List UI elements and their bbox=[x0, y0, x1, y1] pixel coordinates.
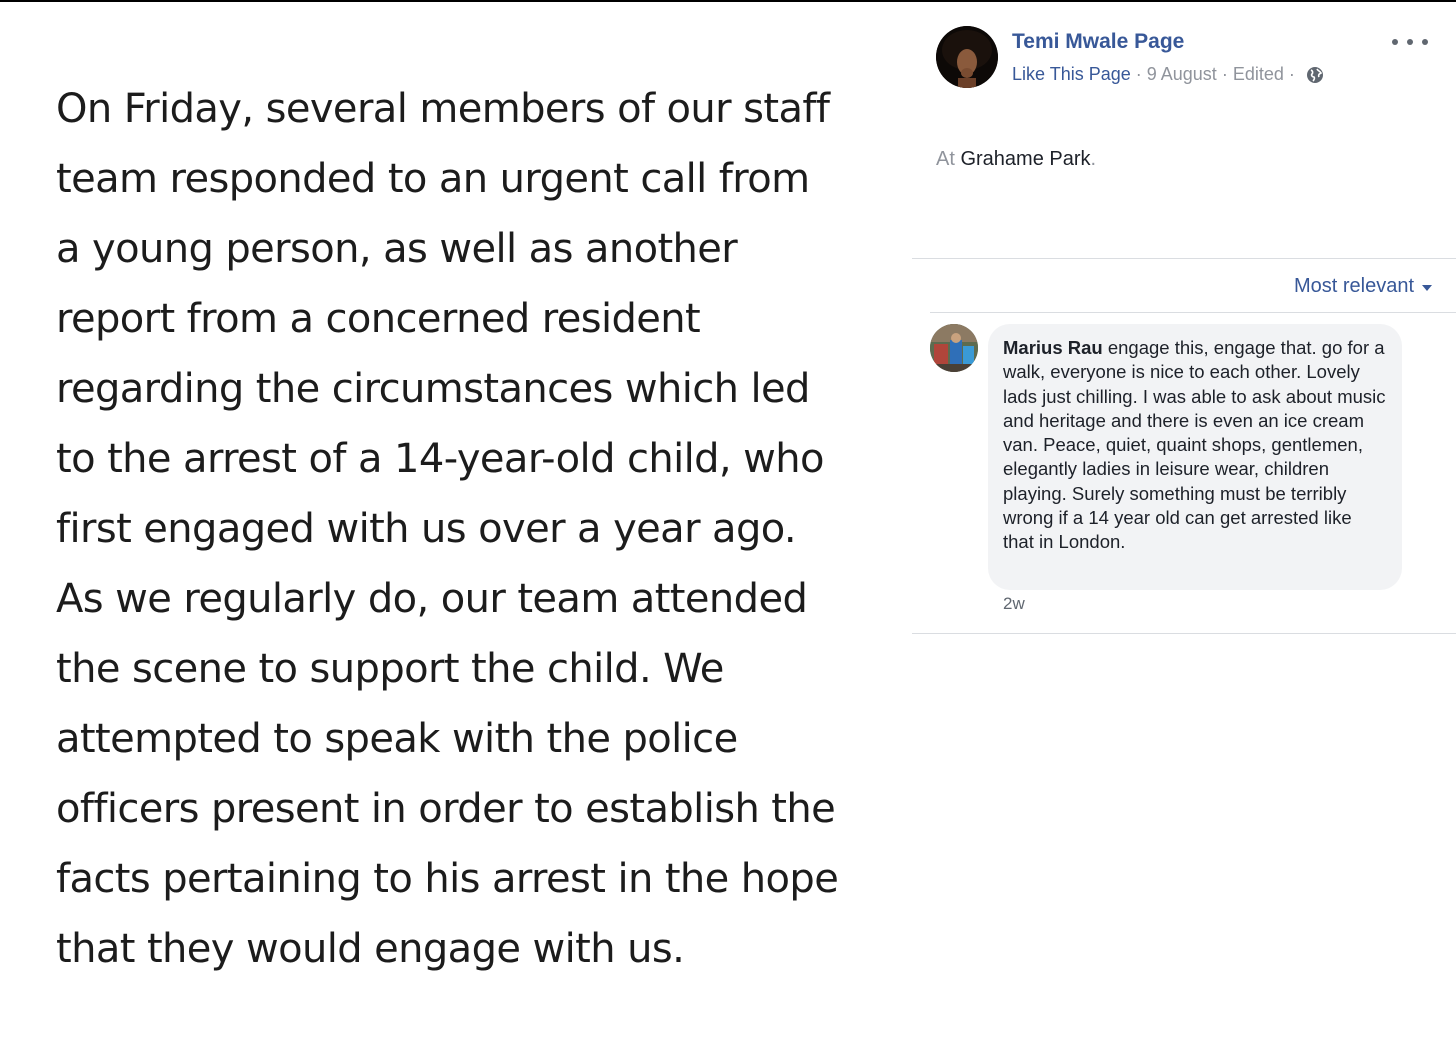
post-meta bbox=[1012, 64, 1324, 85]
page-avatar[interactable] bbox=[936, 26, 998, 88]
sort-label: Most relevant bbox=[1294, 275, 1415, 297]
statement-line: facts pertaining to his arrest in the hope bbox=[56, 856, 839, 902]
statement-line: On Friday, several members of our staff bbox=[56, 86, 830, 132]
statement-line: to the arrest of a 14-year-old child, who bbox=[56, 436, 824, 482]
statement-line: As we regularly do, our team attended bbox=[56, 576, 808, 622]
post-location bbox=[936, 148, 1096, 171]
location-link[interactable]: Grahame Park bbox=[960, 148, 1091, 170]
more-dot bbox=[1392, 39, 1398, 45]
divider bbox=[930, 312, 1456, 313]
more-dot bbox=[1407, 39, 1413, 45]
statement-line: a young person, as well as another bbox=[56, 226, 738, 272]
statement-line: the scene to support the child. We bbox=[56, 646, 724, 692]
statement-text bbox=[56, 74, 838, 984]
more-dot bbox=[1422, 39, 1428, 45]
divider bbox=[912, 258, 1456, 259]
globe-icon[interactable] bbox=[1306, 66, 1324, 84]
post-image[interactable] bbox=[0, 2, 912, 1045]
divider bbox=[912, 633, 1456, 634]
page-avatar-image bbox=[936, 26, 998, 88]
caret-down-icon bbox=[1422, 285, 1432, 291]
comment-bubble bbox=[988, 324, 1402, 590]
post-date[interactable]: 9 August bbox=[1146, 64, 1217, 84]
edited-label[interactable]: Edited bbox=[1232, 64, 1284, 84]
location-prefix: At bbox=[936, 148, 955, 170]
commenter-name-link[interactable]: Marius Rau bbox=[1003, 337, 1103, 358]
statement-line: first engaged with us over a year ago. bbox=[56, 506, 797, 552]
comment-sort-dropdown[interactable] bbox=[1294, 275, 1432, 298]
statement-line: team responded to an urgent call from bbox=[56, 156, 810, 202]
comment-text: engage this, engage that. go for a walk, everyone is nice to each other. Lovely lads just chilling. I was able to ask about music and heritage and there is even an ice cream van. Peace, quiet, quaint shops, gentlemen, elegantly ladies in leisure wear, children playing. Surely something must be terribly wrong if a 14 year old can get arrested like that in London. bbox=[1003, 337, 1386, 553]
statement-line: regarding the circumstances which led bbox=[56, 366, 810, 412]
statement-line: that they would engage with us. bbox=[56, 926, 685, 972]
commenter-avatar-image bbox=[930, 324, 978, 372]
meta-separator: · bbox=[1221, 64, 1228, 84]
more-options-icon[interactable] bbox=[1392, 30, 1428, 54]
meta-separator: · bbox=[1288, 64, 1295, 84]
comment-timestamp[interactable]: 2w bbox=[1003, 594, 1025, 613]
page-name-link[interactable]: Temi Mwale Page bbox=[1012, 30, 1185, 53]
statement-line: report from a concerned resident bbox=[56, 296, 701, 342]
post-side-panel bbox=[912, 2, 1456, 1045]
meta-separator: · bbox=[1135, 64, 1142, 84]
statement-line: officers present in order to establish the bbox=[56, 786, 836, 832]
location-suffix: . bbox=[1090, 148, 1097, 170]
like-page-link[interactable]: Like This Page bbox=[1012, 64, 1131, 84]
statement-line: attempted to speak with the police bbox=[56, 716, 738, 762]
commenter-avatar[interactable] bbox=[930, 324, 978, 372]
